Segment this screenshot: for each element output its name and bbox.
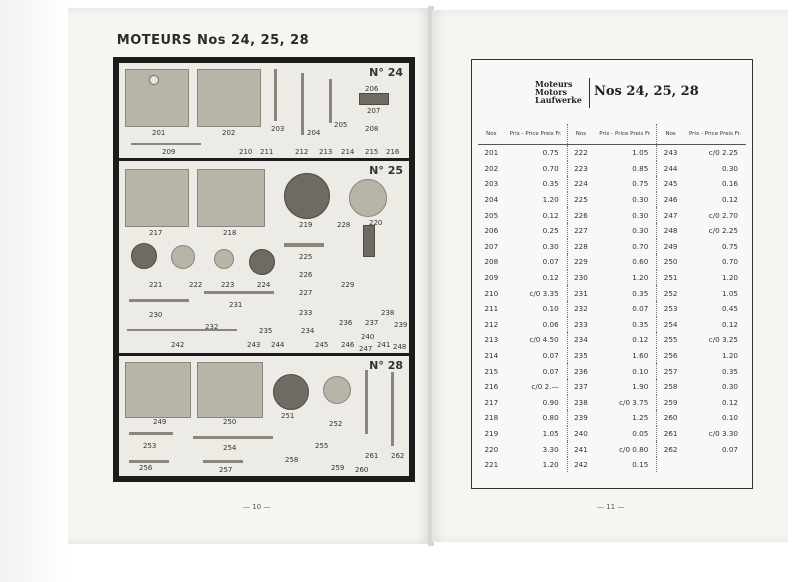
part-number-cell: 238 xyxy=(567,395,594,411)
table-row xyxy=(478,379,746,395)
part-number-cell: 249 xyxy=(657,239,684,255)
part-number: 249 xyxy=(153,418,167,426)
rod-part xyxy=(129,460,169,463)
price-cell: c/0 2.— xyxy=(531,382,559,392)
part-number: 256 xyxy=(139,464,153,472)
part-number: 233 xyxy=(299,309,313,317)
part-number: 262 xyxy=(391,452,405,460)
part-number: 205 xyxy=(334,121,348,129)
price-cell: 1.20 xyxy=(632,273,649,283)
price-cell: 0.16 xyxy=(721,179,738,189)
part-number-cell: 254 xyxy=(657,317,684,333)
price-cell: 0.35 xyxy=(542,179,559,189)
part-number-cell: 232 xyxy=(567,301,594,317)
left-margin-shade xyxy=(0,0,68,582)
left-page-number: — 10 — xyxy=(243,503,271,511)
table-row xyxy=(478,192,746,208)
part-number-cell: 229 xyxy=(567,254,594,270)
part-number: 206 xyxy=(365,85,379,93)
price-cell: c/0 3.75 xyxy=(619,397,649,407)
part-number-cell: 233 xyxy=(567,317,594,333)
part-number-cell: 218 xyxy=(484,413,499,423)
price-cell: c/0 2.70 xyxy=(708,210,738,220)
part-number: 247 xyxy=(359,345,373,353)
table-row xyxy=(478,161,746,177)
lever-part xyxy=(127,329,237,331)
price-cell: 0.06 xyxy=(542,319,559,329)
price-cell: 0.10 xyxy=(542,304,559,314)
price-cell: 0.30 xyxy=(632,226,649,236)
part-number-cell: 257 xyxy=(657,363,684,379)
plate-part xyxy=(125,169,189,227)
part-number-cell: 209 xyxy=(484,273,499,283)
part-number: 242 xyxy=(171,341,185,349)
part-number-cell: 235 xyxy=(567,348,594,364)
part-number-cell: 250 xyxy=(657,254,684,270)
part-number: 257 xyxy=(219,466,233,474)
header-name-de: Laufwerke xyxy=(535,95,582,105)
part-number: 260 xyxy=(355,466,369,474)
table-row xyxy=(478,145,746,161)
table-row xyxy=(478,426,746,442)
part-number: 204 xyxy=(307,129,321,137)
price-cell: 3.30 xyxy=(542,444,559,454)
part-number: 240 xyxy=(361,333,375,341)
part-number: 229 xyxy=(341,281,355,289)
axle-part xyxy=(301,73,304,135)
price-cell: 0.35 xyxy=(632,288,649,298)
part-number: 243 xyxy=(247,341,261,349)
part-number: 238 xyxy=(381,309,395,317)
part-number: 237 xyxy=(365,319,379,327)
part-number: 246 xyxy=(341,341,355,349)
left-page-title: MOTEURS Nos 24, 25, 28 xyxy=(116,33,310,48)
table-row xyxy=(478,348,746,364)
part-number: 202 xyxy=(222,129,236,137)
part-number: 231 xyxy=(229,301,243,309)
price-cell: 0.70 xyxy=(721,257,738,267)
price-cell: 0.07 xyxy=(542,257,559,267)
panel-label: N° 28 xyxy=(369,359,403,372)
part-number: 210 xyxy=(239,148,253,156)
price-cell: 0.35 xyxy=(721,366,738,376)
plate-part xyxy=(197,362,263,418)
price-cell: 0.70 xyxy=(632,241,649,251)
part-number: 250 xyxy=(223,418,237,426)
price-cell: 0.07 xyxy=(542,366,559,376)
part-number-cell: 236 xyxy=(567,363,594,379)
part-number: 244 xyxy=(271,341,285,349)
col-header-price: Prix - Price Preis Fr. xyxy=(594,124,657,145)
part-number-cell: 206 xyxy=(484,226,499,236)
part-number: 226 xyxy=(299,271,313,279)
part-number: 213 xyxy=(319,148,333,156)
part-number: 254 xyxy=(223,444,237,452)
part-number-cell: 243 xyxy=(657,145,684,161)
col-header-no: Nos xyxy=(657,124,684,145)
price-cell: 1.60 xyxy=(632,351,649,361)
part-number-cell: 259 xyxy=(657,395,684,411)
panel-label: N° 24 xyxy=(369,66,403,79)
part-number-cell: 216 xyxy=(484,382,499,392)
right-page-number: — 11 — xyxy=(597,503,625,511)
part-number-cell: 253 xyxy=(657,301,684,317)
col-header-price: Prix - Price Preis Fr. xyxy=(505,124,568,145)
part-number: 245 xyxy=(315,341,329,349)
price-cell: 0.10 xyxy=(632,366,649,376)
price-cell: 1.25 xyxy=(632,413,649,423)
price-cell: 1.20 xyxy=(721,273,738,283)
part-number: 230 xyxy=(149,311,163,319)
table-row xyxy=(478,207,746,223)
part-number: 203 xyxy=(271,125,285,133)
part-number: 215 xyxy=(365,148,379,156)
price-cell: 1.20 xyxy=(542,195,559,205)
part-number-cell: 201 xyxy=(484,148,499,158)
price-cell: 0.85 xyxy=(632,163,649,173)
price-cell: 0.12 xyxy=(721,319,738,329)
part-number: 251 xyxy=(281,412,295,420)
part-number-cell: 220 xyxy=(484,444,499,454)
part-number: 227 xyxy=(299,289,313,297)
price-cell: 1.05 xyxy=(721,288,738,298)
part-number-cell: 208 xyxy=(484,257,499,267)
part-number: 261 xyxy=(365,452,379,460)
part-number-cell: 230 xyxy=(567,270,594,286)
part-number-cell: 207 xyxy=(484,241,499,251)
price-list-frame xyxy=(471,59,753,489)
table-row xyxy=(478,317,746,333)
spring-part xyxy=(349,179,387,217)
price-cell: c/0 0.80 xyxy=(619,444,649,454)
header-name-fr: Moteurs xyxy=(535,79,573,89)
part-number: 211 xyxy=(260,148,274,156)
price-table xyxy=(478,124,746,472)
part-number: 248 xyxy=(393,343,407,351)
price-cell: c/0 3.25 xyxy=(708,335,738,345)
price-cell: 0.15 xyxy=(632,460,649,470)
part-number-cell: 248 xyxy=(657,223,684,239)
part-number-cell: 205 xyxy=(484,210,499,220)
axle-part xyxy=(391,372,394,446)
part-number: 223 xyxy=(221,281,235,289)
part-number-cell: 228 xyxy=(567,239,594,255)
price-cell: 0.05 xyxy=(632,428,649,438)
price-cell: c/0 3.35 xyxy=(529,288,559,298)
part-number-cell: 240 xyxy=(567,426,594,442)
wheel-part xyxy=(214,249,234,269)
part-number-cell: 225 xyxy=(567,192,594,208)
ratchet-part xyxy=(359,93,389,105)
part-number-cell: 219 xyxy=(484,428,499,438)
plate-part xyxy=(197,69,261,127)
table-row xyxy=(478,176,746,192)
table-row xyxy=(478,395,746,411)
part-number-cell: 226 xyxy=(567,207,594,223)
part-number: 209 xyxy=(162,148,176,156)
part-number: 221 xyxy=(149,281,163,289)
part-number: 235 xyxy=(259,327,273,335)
part-number-cell: 237 xyxy=(567,379,594,395)
part-number-cell: 246 xyxy=(657,192,684,208)
part-number-cell: 260 xyxy=(657,410,684,426)
price-cell: 0.07 xyxy=(632,304,649,314)
part-number: 219 xyxy=(299,221,313,229)
table-row xyxy=(478,332,746,348)
part-number-cell: 212 xyxy=(484,319,499,329)
price-cell: 0.12 xyxy=(721,195,738,205)
lever-part xyxy=(131,143,201,145)
table-row xyxy=(478,270,746,286)
header-names xyxy=(535,80,582,104)
part-number-cell: 241 xyxy=(567,441,594,457)
plate-part xyxy=(125,362,191,418)
price-cell: 0.07 xyxy=(721,444,738,454)
price-cell: 0.60 xyxy=(632,257,649,267)
part-number-cell: 242 xyxy=(567,457,594,473)
part-number-cell: 210 xyxy=(484,288,499,298)
price-cell: c/0 2.25 xyxy=(708,226,738,236)
part-number: 259 xyxy=(331,464,345,472)
rod-part xyxy=(203,460,243,463)
table-row xyxy=(478,239,746,255)
part-number-cell: 255 xyxy=(657,332,684,348)
col-header-no: Nos xyxy=(567,124,594,145)
part-number-cell: 215 xyxy=(484,366,499,376)
part-number-cell: 203 xyxy=(484,179,499,189)
part-number-cell: 231 xyxy=(567,285,594,301)
part-number: 232 xyxy=(205,323,219,331)
part-number: 214 xyxy=(341,148,355,156)
table-header-row xyxy=(478,124,746,145)
price-cell xyxy=(684,457,746,473)
panel-no24 xyxy=(119,63,409,158)
price-cell: 0.12 xyxy=(542,210,559,220)
part-number-cell: 252 xyxy=(657,285,684,301)
part-number: 234 xyxy=(301,327,315,335)
part-number-cell: 258 xyxy=(657,379,684,395)
part-number: 252 xyxy=(329,420,343,428)
part-number: 220 xyxy=(369,219,383,227)
axle-part xyxy=(274,69,277,121)
table-row xyxy=(478,223,746,239)
price-cell: 0.12 xyxy=(542,273,559,283)
part-number-cell: 244 xyxy=(657,161,684,177)
price-cell: 0.30 xyxy=(632,195,649,205)
plate-hole xyxy=(149,75,159,85)
price-cell: 0.70 xyxy=(542,163,559,173)
axle-part xyxy=(329,79,332,123)
part-number-cell: 261 xyxy=(657,426,684,442)
part-number-cell: 224 xyxy=(567,176,594,192)
part-number-cell: 245 xyxy=(657,176,684,192)
price-cell: 0.30 xyxy=(632,210,649,220)
part-number-cell: 234 xyxy=(567,332,594,348)
part-number-cell: 214 xyxy=(484,351,499,361)
wheel-part xyxy=(171,245,195,269)
header-divider xyxy=(589,78,590,108)
part-number-cell: 262 xyxy=(657,441,684,457)
gear-part xyxy=(273,374,309,410)
table-row xyxy=(478,363,746,379)
header-name-en: Motors xyxy=(535,87,567,97)
price-cell: 0.12 xyxy=(632,335,649,345)
part-number-cell: 223 xyxy=(567,161,594,177)
part-number-cell: 247 xyxy=(657,207,684,223)
price-cell: 0.80 xyxy=(542,413,559,423)
rod-part xyxy=(193,436,273,439)
col-header-no: Nos xyxy=(478,124,505,145)
part-number: 258 xyxy=(285,456,299,464)
price-cell: 0.30 xyxy=(542,241,559,251)
table-row xyxy=(478,301,746,317)
price-cell: c/0 2.25 xyxy=(708,148,738,158)
part-number: 217 xyxy=(149,229,163,237)
part-number: 207 xyxy=(367,107,381,115)
part-number: 239 xyxy=(394,321,408,329)
rod-part xyxy=(284,243,324,247)
header-title: Nos 24, 25, 28 xyxy=(594,84,699,99)
part-number-cell: 251 xyxy=(657,270,684,286)
price-cell: 0.75 xyxy=(632,179,649,189)
part-number-cell: 221 xyxy=(484,460,499,470)
price-cell: 0.90 xyxy=(542,397,559,407)
gear-part xyxy=(284,173,330,219)
wheel-part xyxy=(323,376,351,404)
price-cell: 0.12 xyxy=(721,397,738,407)
panel-label: N° 25 xyxy=(369,164,403,177)
price-cell: 0.30 xyxy=(721,163,738,173)
table-row xyxy=(478,457,746,473)
price-cell: 0.75 xyxy=(721,241,738,251)
price-cell: 0.10 xyxy=(721,413,738,423)
part-number-cell: 204 xyxy=(484,195,499,205)
price-cell: 1.05 xyxy=(542,428,559,438)
price-cell: 1.20 xyxy=(542,460,559,470)
part-number-cell: 256 xyxy=(657,348,684,364)
axle-part xyxy=(365,370,368,434)
part-number: 224 xyxy=(257,281,271,289)
table-row xyxy=(478,441,746,457)
price-cell: 1.20 xyxy=(721,351,738,361)
price-cell: 0.30 xyxy=(721,382,738,392)
part-number: 253 xyxy=(143,442,157,450)
table-row xyxy=(478,410,746,426)
gear-part xyxy=(249,249,275,275)
price-cell: 1.05 xyxy=(632,148,649,158)
panel-no28 xyxy=(119,356,409,476)
rod-part xyxy=(204,291,274,294)
gear-part xyxy=(131,243,157,269)
part-number: 255 xyxy=(315,442,329,450)
price-cell: 0.75 xyxy=(542,148,559,158)
price-cell: 0.25 xyxy=(542,226,559,236)
part-number: 225 xyxy=(299,253,313,261)
part-number: 216 xyxy=(386,148,400,156)
part-number-cell: 217 xyxy=(484,397,499,407)
part-number: 218 xyxy=(223,229,237,237)
part-number: 236 xyxy=(339,319,353,327)
part-number-cell xyxy=(657,457,684,473)
table-row xyxy=(478,285,746,301)
part-number: 222 xyxy=(189,281,203,289)
part-number-cell: 222 xyxy=(567,145,594,161)
rod-part xyxy=(129,432,173,435)
part-number: 228 xyxy=(337,221,351,229)
price-cell: c/0 4.50 xyxy=(529,335,559,345)
part-number-cell: 239 xyxy=(567,410,594,426)
col-header-price: Prix - Price Preis Fr. xyxy=(684,124,746,145)
price-table-body xyxy=(478,145,746,473)
winding-key-part xyxy=(363,225,375,257)
part-number: 241 xyxy=(377,341,391,349)
part-number-cell: 213 xyxy=(484,335,499,345)
part-number-cell: 202 xyxy=(484,163,499,173)
part-number: 201 xyxy=(152,129,166,137)
plate-part xyxy=(197,169,265,227)
price-cell: c/0 3.30 xyxy=(708,428,738,438)
table-row xyxy=(478,254,746,270)
part-number: 212 xyxy=(295,148,309,156)
part-number-cell: 211 xyxy=(484,304,499,314)
price-cell: 1.90 xyxy=(632,382,649,392)
price-cell: 0.45 xyxy=(721,304,738,314)
price-cell: 0.07 xyxy=(542,351,559,361)
rod-part xyxy=(129,299,189,302)
part-number: 208 xyxy=(365,125,379,133)
price-cell: 0.35 xyxy=(632,319,649,329)
part-number-cell: 227 xyxy=(567,223,594,239)
panel-no25 xyxy=(119,161,409,353)
parts-plate xyxy=(113,57,415,482)
